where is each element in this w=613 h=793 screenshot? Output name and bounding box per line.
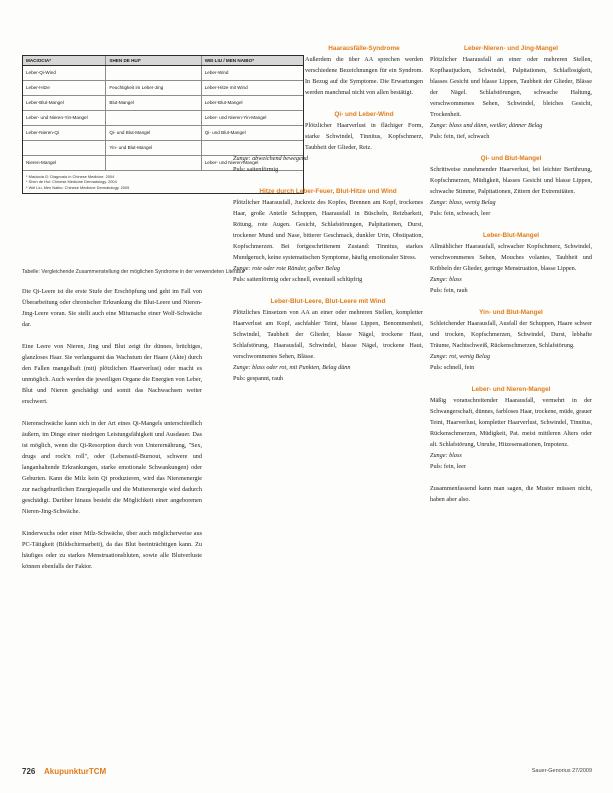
- symptom-tongue: Zunge: abweichend bewegend: [233, 155, 308, 162]
- table-cell: [23, 141, 106, 155]
- symptom-tongue: Zunge: blass und dünn, weißer, dünner Belag: [430, 122, 543, 129]
- magazine-title: AkupunkturTCM: [44, 767, 107, 776]
- symptom-pulse: Puls: fein, schwach, leer: [430, 210, 491, 217]
- paragraph: Allmählicher Haarausfall, schwacher Kopfschmerz, Schwindel, verschwommenes Sehen, Mouches volantes, Taubheit und Kribbeln der Glieder, geringe Menstruation, blasse Lippen.: [430, 243, 592, 272]
- table-cell: [106, 156, 201, 170]
- section-heading: Leber-Nieren- und Jing-Mangel: [463, 45, 559, 52]
- table-cell: Leber-Hitze: [23, 81, 106, 95]
- text-column-1: [22, 286, 202, 572]
- symptom-tongue: Zunge: blass: [430, 276, 462, 283]
- paragraph: Nierenschwäche kann sich in der Art eines Qi-Mangels unterschiedlich äußern, im Dinge einer niedrigen Leistungsfähigkeit und Ausdauer. Das ist möglich, wenn die Qi-Resorption durch von Unterernährung, "Sex, drugs and rock'n roll", oder (Lebensstil-Burnout, schwere und langanhaltende Erkrankungen, starke emotionale Schwankungen) oder Geburten. Kann die Milz kein Qi produzieren, wird das Nierenenergie zur nachgeburtlichen Energiequelle und die Mutterenergie wird dadurch geschädigt. Darüber hinaus besteht die Möglichkeit einer angeborenen Nieren-Jing-Schwäche.: [22, 420, 202, 515]
- symptom-tongue: Zunge: blass, wenig Belag: [430, 199, 496, 206]
- paragraph: Die Qi-Leere ist die erste Stufe der Erschöpfung und geht im Fall von Überarbeitung oder chronischer Erkrankung die Blut-Leere und Nieren-Jing-Leere voran. Sie stellt auch eine Mitursache einer Wolf-Schwäche dar.: [22, 288, 202, 328]
- table-cell: Qi- und Blut-Mangel: [204, 129, 246, 135]
- table-cell: [106, 111, 201, 125]
- paragraph: Kinderwuchs oder einer Milz-Schwäche, über auch möglicherweise aus PC-Tätigkeit (Bildschirmarbeit), da das Blut beeinträchtigen kann. Zu häufiges oder zu starkes Menstruationsbluten, sowie alle Blutverluste können ebenfalls der Faktor.: [22, 530, 202, 570]
- symptom-tongue: Zunge: rot, wenig Belag: [430, 353, 490, 360]
- section-heading: Haarausfälle-Syndrome: [328, 45, 400, 52]
- page-number: 726: [22, 767, 36, 776]
- page-footer: [22, 767, 592, 781]
- table-cell: Leber-Wind: [204, 69, 229, 75]
- paragraph: Mäßig voranschreitender Haarausfall, vermehrt in der Schwangerschaft, dünnes, farbloses Haar, trockene, müde, grauer Teint, Haarverlust, kompletter Haarverlust, Schwindel, Tinnitus, Rückenschmerzen, Müdigkeit, Pat. meist mittleren Alters oder alt. Schlafstörung, Unruhe, Hitzesensationen, Impotenz.: [430, 397, 592, 448]
- table-header-cell: MACIOCIA*: [23, 56, 106, 65]
- table-footnote: * Maciocia G: Diagnosis in Chinese Medicine. 2004: [26, 173, 115, 179]
- paragraph: Plötzliches Einsetzen von AA an einer oder mehreren Stellen, kompletter Haarverlust am Kopf, aschfahler Teint, blasse Lippen, Benommenheit, Schwindel, Taubheit der Glieder, blasse Nägel, trockene Haut, Schlafstörung, Haarausfall, Schwindel, blasse Nägel, trockene Haut, verschwommenes Sehen, Blässe.: [233, 309, 423, 360]
- table-caption: Tabelle: Vergleichende Zusammenstellung der möglichen Syndrome in der verwendeten Literatur: [22, 269, 245, 275]
- symptom-pulse: Puls: saitenförmig: [233, 166, 279, 173]
- text-column-3: [430, 43, 592, 505]
- symptom-pulse: Puls: fein, rauh: [430, 287, 468, 294]
- table-cell: Leber-Hitze mit Wind: [204, 84, 248, 90]
- table-cell: Nieren-Mangel: [23, 156, 106, 170]
- paragraph: Eine Leere von Nieren, Jing und Blut zeigt ihr dünnes, brüchiges, glanzloses Haar. Sie verlangsamt das Wachstum der Haare (Akte) durch den Fallen mangelhaft (mit) plötzlichen Haarverlust) oder macht es unmöglich. Auch werden die jeweiligen Organe die Energien von Leber, Blut und Nieren geschädigt und somit das Nachwachsen weiter erschwert.: [22, 343, 202, 405]
- table-cell: Leber-Qi-Wind: [23, 66, 106, 80]
- paragraph: Plötzlicher Haarausfall an einer oder mehreren Stellen, Kopfhautjucken, Schwindel, Palpitationen, Schlaflosigkeit, blasses Gesicht und blasse Lippen, Taubheit der Glieder, Blässe der Nägel. Schlafstörungen, schwache Haltung, verschwommenes Sehen, Schwindel, bleiches Gesicht, Trockenheit.: [430, 56, 592, 118]
- text-column-2: [233, 43, 423, 384]
- table-footnote: * Shen de Hui: Chinese Medicine Dermatology. 2004: [26, 179, 117, 185]
- section-heading: Qi- und Leber-Wind: [334, 111, 394, 118]
- table-cell: Leber-Blut-Mangel: [23, 96, 106, 110]
- symptom-pulse: Puls: fein, tief, schwach: [430, 133, 490, 140]
- paragraph: Zusammenfassend kann man sagen, die Muster müssen nicht, haben aber also.: [430, 485, 592, 503]
- table-cell: Leber-Nieren-Qi: [23, 126, 106, 140]
- paragraph: Schrittweise zunehmender Haarverlust, bei leichter Berührung, Kopfschmerzen, Müdigkeit, blasses Gesicht und blasse Lippen, schwache Stimme, Palpitationen, Zittern der Extremitäten.: [430, 166, 592, 195]
- symptom-tongue: Zunge: rote oder rote Ränder, gelber Belag: [233, 265, 340, 272]
- issue-info: Sauer-Genorius 27/2009: [531, 768, 592, 774]
- table-header-cell: WEI LIU / MEN NAIBO*: [204, 57, 254, 63]
- paragraph: Plötzlicher Haarverlust in flächiger Form, starke Schwindel, Tinnitus, Kopfschmerz, Taubheit der Glieder, Reiz.: [305, 122, 423, 151]
- table-cell: Leber- und Nieren-Yin-Mangel: [204, 114, 267, 120]
- table-footnote: * Wei Liu, Men Naibo: Chinese Medicine Dermatology. 2005: [26, 184, 130, 190]
- table-cell: Blut-Mangel: [106, 96, 201, 110]
- table-cell: [106, 66, 201, 80]
- section-heading: Leber-Blut-Leere, Blut-Leere mit Wind: [270, 298, 386, 305]
- symptom-pulse: Puls: gespannt, rauh: [233, 375, 284, 382]
- symptom-pulse: Puls: fein, leer: [430, 463, 466, 470]
- section-heading: Yin- und Blut-Mangel: [479, 309, 543, 316]
- table-cell: Yin- und Blut-Mangel: [106, 141, 201, 155]
- table-cell: Leber-Blut-Mangel: [204, 99, 243, 105]
- symptom-tongue: Zunge: blass: [430, 452, 462, 459]
- table-header-cell: SHEN DE HUI*: [106, 56, 201, 65]
- symptom-pulse: Puls: saitenförmig oder schnell, eventuell schlüpfrig: [233, 276, 363, 283]
- paragraph: Außerdem die über AA sprechen werden verschiedene Bezeichnungen für ein Syndrom. In Bezug auf die Symptome. Die Erwartungen werden manchmal nicht von allen bestätigt.: [305, 56, 423, 96]
- table-cell: Leber- und Nieren-Mangel: [204, 159, 259, 165]
- table-cell: Feuchtigkeit im Leber-Jing: [106, 81, 201, 95]
- paragraph: Plötzlicher Haarausfall, Juckreiz des Kopfes, Brennen am Kopf, trockenes Haar, große Anteile Schuppen, Haarausfall in Büscheln, Reizbarkeit, Rötung, rote Augen. Gesicht, Schlafstörungen, Palpitationen, Durst, trockener Mund und Nase, bitterer Geschmack, dunkler Urin, Obstipation, Kopfschmerzen. Bei fortgeschrittenem Zustand: Tinnitus, starkes Mundgeruch, keine systematischen Symptome, häufig emotionaler Stress.: [233, 199, 423, 261]
- section-heading: Qi- und Blut-Mangel: [480, 155, 542, 162]
- section-heading: Leber- und Nieren-Mangel: [471, 386, 551, 393]
- section-heading: Leber-Blut-Mangel: [482, 232, 540, 239]
- paragraph: Schleichender Haarausfall, Ausfall der Schuppen, Haare schwer und trocken, Kopfschmerzen, Schwindel, Durst, lebhafte Träume, Nachtschweiß, Rückenschmerzen, Schlafstörung.: [430, 320, 592, 349]
- table-cell: Qi- und Blut-Mangel: [106, 126, 201, 140]
- table-cell: Leber- und Nieren-Yin-Mangel: [23, 111, 106, 125]
- symptom-tongue: Zunge: blass oder rot, mit Punkten, Belag dünn: [233, 364, 351, 371]
- symptom-pulse: Puls: schnell, fein: [430, 364, 475, 371]
- section-heading: Hitze durch Leber-Feuer, Blut-Hitze und Wind: [259, 188, 397, 195]
